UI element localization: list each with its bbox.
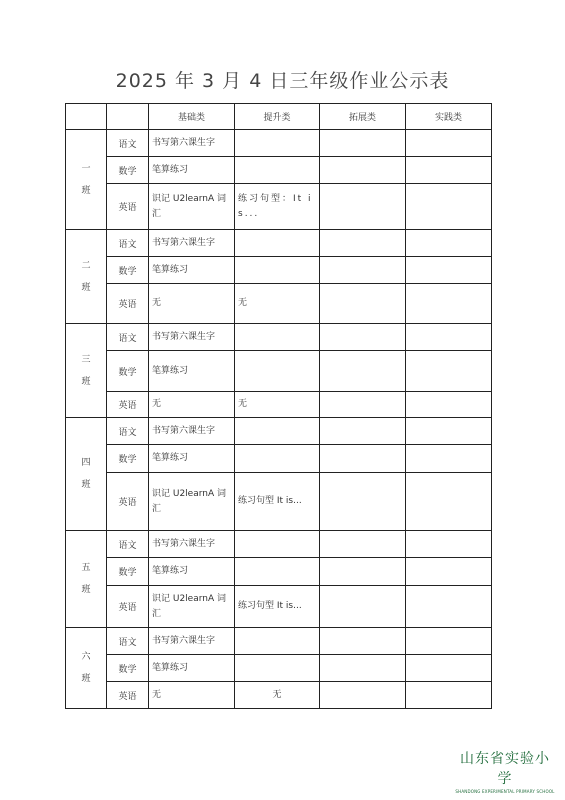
class-name-char: 六 [81,652,91,662]
basic-cell: 笔算练习 [149,558,235,586]
page-title: 2025 年 3 月 4 日三年级作业公示表 [115,70,450,92]
expand-cell [320,558,406,586]
improve-cell [235,257,320,284]
subject-cell: 英语 [107,473,149,531]
table-row [66,392,492,418]
practice-cell [406,324,492,351]
basic-cell: 笔算练习 [149,655,235,682]
basic-cell: 笔算练习 [149,257,235,284]
improve-cell [235,655,320,682]
practice-cell [406,531,492,558]
table-row [66,418,492,445]
basic-cell: 无 [149,682,235,709]
class-name-char: 三 [81,354,91,365]
table-row [66,324,492,351]
expand-cell [320,257,406,284]
expand-cell [320,586,406,628]
improve-cell [235,558,320,586]
class-name-char: 班 [81,480,91,490]
improve-cell: 无 [235,284,320,324]
practice-cell [406,558,492,586]
class-name-cell [66,531,107,628]
class-name-cell [66,230,107,324]
subject-cell: 语文 [107,130,149,157]
basic-cell: 书写第六课生字 [149,324,235,351]
practice-cell [406,284,492,324]
improve-cell: 无 [235,682,320,709]
subject-cell: 数学 [107,351,149,392]
basic-cell: 无 [149,284,235,324]
expand-cell [320,324,406,351]
improve-cell: 练习句型 It is... [235,473,320,531]
subject-cell: 数学 [107,257,149,284]
basic-cell: 书写第六课生字 [149,130,235,157]
practice-cell [406,418,492,445]
table-row [66,257,492,284]
subject-cell: 英语 [107,184,149,230]
practice-cell [406,586,492,628]
school-logo [455,748,555,794]
expand-cell [320,351,406,392]
basic-cell: 书写第六课生字 [149,418,235,445]
expand-cell [320,230,406,257]
subject-cell: 数学 [107,558,149,586]
class-name-char: 班 [81,376,91,387]
practice-cell [406,157,492,184]
expand-cell [320,284,406,324]
subject-cell: 语文 [107,418,149,445]
table-row [66,130,492,157]
expand-cell [320,655,406,682]
subject-cell: 语文 [107,628,149,655]
expand-cell [320,628,406,655]
practice-cell [406,130,492,157]
school-name-en: SHANDONG EXPERIMENTAL PRIMARY SCHOOL [455,789,555,794]
basic-cell: 识记 U2learnA 词汇 [149,473,235,531]
expand-cell [320,418,406,445]
header-cell-expand: 拓展类 [320,104,406,130]
class-name-cell [66,418,107,531]
practice-cell [406,392,492,418]
basic-cell: 笔算练习 [149,157,235,184]
class-name-cell [66,628,107,709]
improve-cell [235,531,320,558]
basic-cell: 无 [149,392,235,418]
expand-cell [320,130,406,157]
subject-cell: 英语 [107,284,149,324]
header-cell [66,104,107,130]
table-row [66,586,492,628]
expand-cell [320,157,406,184]
improve-cell [235,445,320,473]
practice-cell [406,655,492,682]
table-row [66,655,492,682]
table-row [66,157,492,184]
table-row [66,531,492,558]
class-name-char: 班 [81,585,91,595]
header-cell-practice: 实践类 [406,104,492,130]
homework-table [65,103,492,709]
subject-cell: 语文 [107,230,149,257]
table-row [66,682,492,709]
basic-cell: 笔算练习 [149,351,235,392]
table-row [66,184,492,230]
table-row [66,558,492,586]
practice-cell [406,682,492,709]
basic-cell: 书写第六课生字 [149,531,235,558]
table-row [66,351,492,392]
improve-cell: 练习句型 It is... [235,586,320,628]
subject-cell: 数学 [107,655,149,682]
expand-cell [320,392,406,418]
expand-cell [320,682,406,709]
class-name-char: 一 [81,163,91,174]
improve-cell [235,157,320,184]
improve-cell [235,418,320,445]
expand-cell [320,531,406,558]
improve-cell [235,324,320,351]
basic-cell: 识记 U2learnA 词汇 [149,586,235,628]
expand-cell [320,184,406,230]
subject-cell: 英语 [107,586,149,628]
class-name-char: 五 [81,563,91,573]
header-cell [107,104,149,130]
practice-cell [406,184,492,230]
practice-cell [406,230,492,257]
subject-cell: 英语 [107,682,149,709]
improve-cell [235,130,320,157]
header-row [66,104,492,130]
basic-cell: 书写第六课生字 [149,628,235,655]
practice-cell [406,257,492,284]
basic-cell: 书写第六课生字 [149,230,235,257]
improve-cell [235,230,320,257]
subject-cell: 英语 [107,392,149,418]
table-row [66,473,492,531]
practice-cell [406,351,492,392]
improve-cell [235,351,320,392]
table-row [66,445,492,473]
class-name-char: 班 [81,282,91,293]
subject-cell: 数学 [107,445,149,473]
subject-cell: 数学 [107,157,149,184]
header-cell-improve: 提升类 [235,104,320,130]
expand-cell [320,445,406,473]
table-row [66,230,492,257]
class-name-char: 四 [81,458,91,468]
table-row [66,628,492,655]
practice-cell [406,473,492,531]
improve-cell [235,628,320,655]
class-name-char: 班 [81,674,91,684]
basic-cell: 笔算练习 [149,445,235,473]
class-name-cell [66,130,107,230]
improve-cell: 练习句型：It is... [235,184,320,230]
improve-cell: 无 [235,392,320,418]
practice-cell [406,445,492,473]
practice-cell [406,628,492,655]
class-name-char: 二 [81,260,91,271]
header-cell-basic: 基础类 [149,104,235,130]
subject-cell: 语文 [107,324,149,351]
expand-cell [320,473,406,531]
basic-cell: 识记 U2learnA 词汇 [149,184,235,230]
class-name-char: 班 [81,185,91,196]
table-row [66,284,492,324]
class-name-cell [66,324,107,418]
subject-cell: 语文 [107,531,149,558]
school-name-cn: 山东省实验小学 [460,751,550,787]
